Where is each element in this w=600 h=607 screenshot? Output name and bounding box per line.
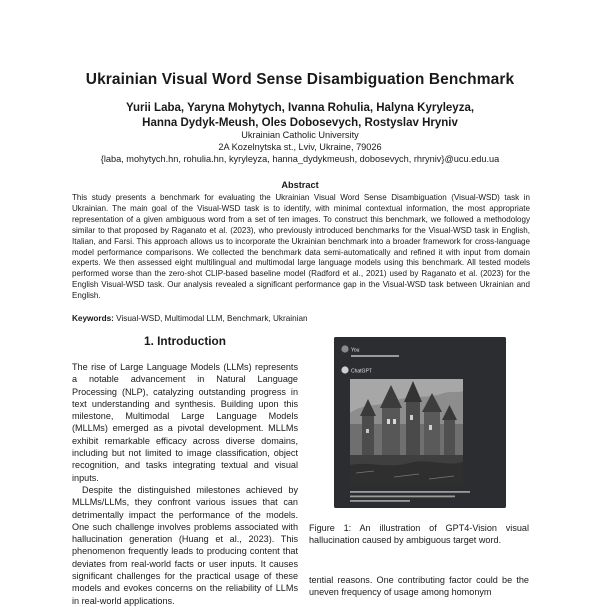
keywords-list: Visual-WSD, Multimodal LLM, Benchmark, Ukrainian bbox=[116, 314, 308, 323]
figure-caption: Figure 1: An illustration of GPT4-Vision visual hallucination caused by ambiguous target word. bbox=[309, 523, 529, 546]
intro-column bbox=[72, 361, 298, 607]
user-label: You bbox=[351, 347, 360, 354]
abstract-heading: Abstract bbox=[281, 180, 319, 190]
authors-line-1: Yurii Laba, Yaryna Mohytych, Ivanna Rohulia, Halyna Kyryleyza, bbox=[125, 102, 475, 114]
address: 2A Kozelnytska st., Lviv, Ukraine, 79026 bbox=[218, 142, 382, 152]
user-avatar-icon bbox=[341, 345, 348, 352]
figure-illustration bbox=[334, 337, 506, 508]
paper-title: Ukrainian Visual Word Sense Disambiguation Benchmark bbox=[85, 71, 515, 88]
authors-line-2: Hanna Dydyk-Meush, Oles Dobosevych, Rostyslav Hryniv bbox=[142, 117, 458, 129]
section-heading-introduction: 1. Introduction bbox=[144, 334, 226, 348]
assistant-label: ChatGPT bbox=[351, 368, 372, 375]
keywords bbox=[72, 314, 530, 323]
keywords-label: Keywords: bbox=[72, 314, 114, 323]
emails: {laba, mohytych.hn, rohulia.hn, kyryleyza, hanna_dydykmeush, dobosevych, rhryniv}@ucu.edu.ua bbox=[100, 154, 500, 164]
figure-chatgpt-screenshot bbox=[334, 337, 506, 508]
intro-paragraph-1: The rise of Large Language Models (LLMs) represents a notable advancement in Natural Language Processing (NLP), catalyzing outstanding progress in text understanding and synthesis. Building upon this milestone, Multimodal Large Language Models (MLLMs) emerged as a pivotal development. MLLMs exhibit remarkable efficacy across diverse domains, including but not limited to image classification, object recognition, and tasks integrating textual and visual inputs. bbox=[72, 362, 298, 483]
right-column-text: tential reasons. One contributing factor could be the uneven frequency of usage among homonym bbox=[309, 575, 529, 598]
abstract-text: This study presents a benchmark for evaluating the Ukrainian Visual Word Sense Disambiguation (Visual-WSD) task in Ukrainian. The main goal of the Visual-WSD task is to identify, with minimal contextual information, the most appropriate representation of a given ambiguous word from a set of ten images. To construct this benchmark, we followed a methodology similar to that proposed by Raganato et al. (2023), who previously introduced benchmarks for the Visual-WSD task in English, Italian, and Farsi. This approach allows us to incorporate the Ukrainian benchmark into a broader framework for cross-language model performance comparisons. We collected the benchmark data semi-automatically and refined it with input from domain experts. We then assessed eight multilingual and multimodal large language models using this benchmark. All tested models performed worse than the zero-shot CLIP-based baseline model (Radford et al., 2021) used by Raganato et al. (2023) for the English Visual-WSD task. Our analysis revealed a significant performance gap in the Visual-WSD task between Ukrainian and English. bbox=[72, 193, 530, 301]
intro-paragraph-2: Despite the distinguished milestones achieved by MLLMs/LLMs, they confront various issues that can detrimentally impact the performance of the models. One such challenge involves problems associated with hallucination generation (Huang et al., 2023). This phenomenon frequently leads to producing content that deviates from real-world facts or user inputs. It causes significant challenges for the practical usage of these models and evokes concerns on the reliability of LLMs in real-world applications. bbox=[72, 484, 298, 606]
affiliation: Ukrainian Catholic University bbox=[241, 130, 359, 140]
chatgpt-logo-icon bbox=[341, 366, 348, 373]
generated-castle-image bbox=[350, 379, 463, 485]
